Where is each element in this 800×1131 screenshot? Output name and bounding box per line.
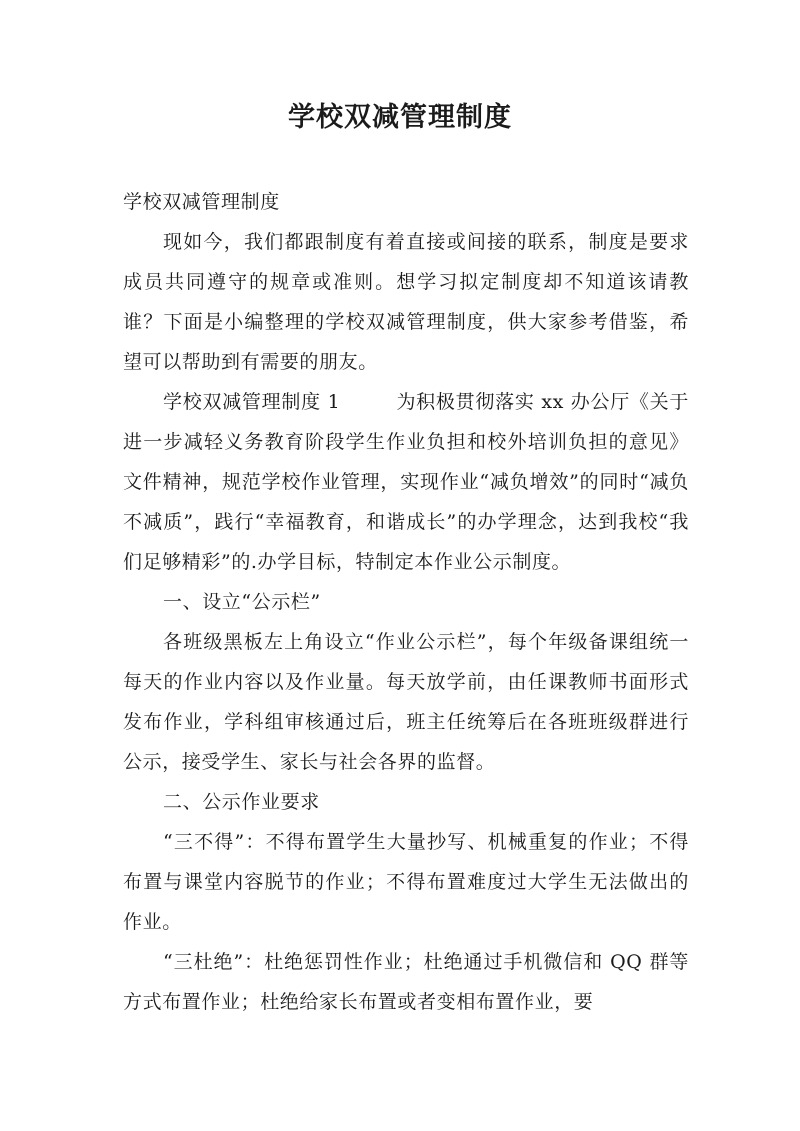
section1-paragraph: [123, 382, 689, 582]
section1-label: 学校双减管理制度 1: [163, 391, 341, 413]
bulletin-paragraph: 各班级黑板左上角设立“作业公示栏”，每个年级备课组统一每天的作业内容以及作业量。每天放学前，由任课教师书面形式发布作业，学科组审核通过后，班主任统筹后在各班班级群进行公示，接受学生、家长与社会各界的监督。: [123, 631, 689, 773]
subheading: 学校双减管理制度: [123, 191, 280, 213]
heading-requirements: 二、公示作业要求: [163, 791, 320, 813]
document-title: 学校双减管理制度: [288, 102, 512, 133]
document-body: [123, 182, 689, 1022]
heading-bulletin: 一、设立“公示栏”: [163, 591, 321, 613]
three-not-paragraph: “三不得”：不得布置学生大量抄写、机械重复的作业；不得布置与课堂内容脱节的作业；不得布置难度过大学生无法做出的作业。: [123, 831, 689, 933]
three-ban-paragraph: “三杜绝”：杜绝惩罚性作业；杜绝通过手机微信和 QQ 群等方式布置作业；杜绝给家长布置或者变相布置作业，要: [123, 951, 689, 1013]
section1-text: 为积极贯彻落实 xx 办公厅《关于进一步减轻义务教育阶段学生作业负担和校外培训负担的意见》文件精神，规范学校作业管理，实现作业“减负增效”的同时“减负不减质”，践行“幸福教育，和谐成长”的办学理念，达到我校“我们足够精彩”的.办学目标，特制定本作业公示制度。: [123, 391, 689, 573]
intro-paragraph: 现如今，我们都跟制度有着直接或间接的联系，制度是要求成员共同遵守的规章或准则。想学习拟定制度却不知道该请教谁？下面是小编整理的学校双减管理制度，供大家参考借鉴，希望可以帮助到有需要的朋友。: [123, 231, 689, 373]
